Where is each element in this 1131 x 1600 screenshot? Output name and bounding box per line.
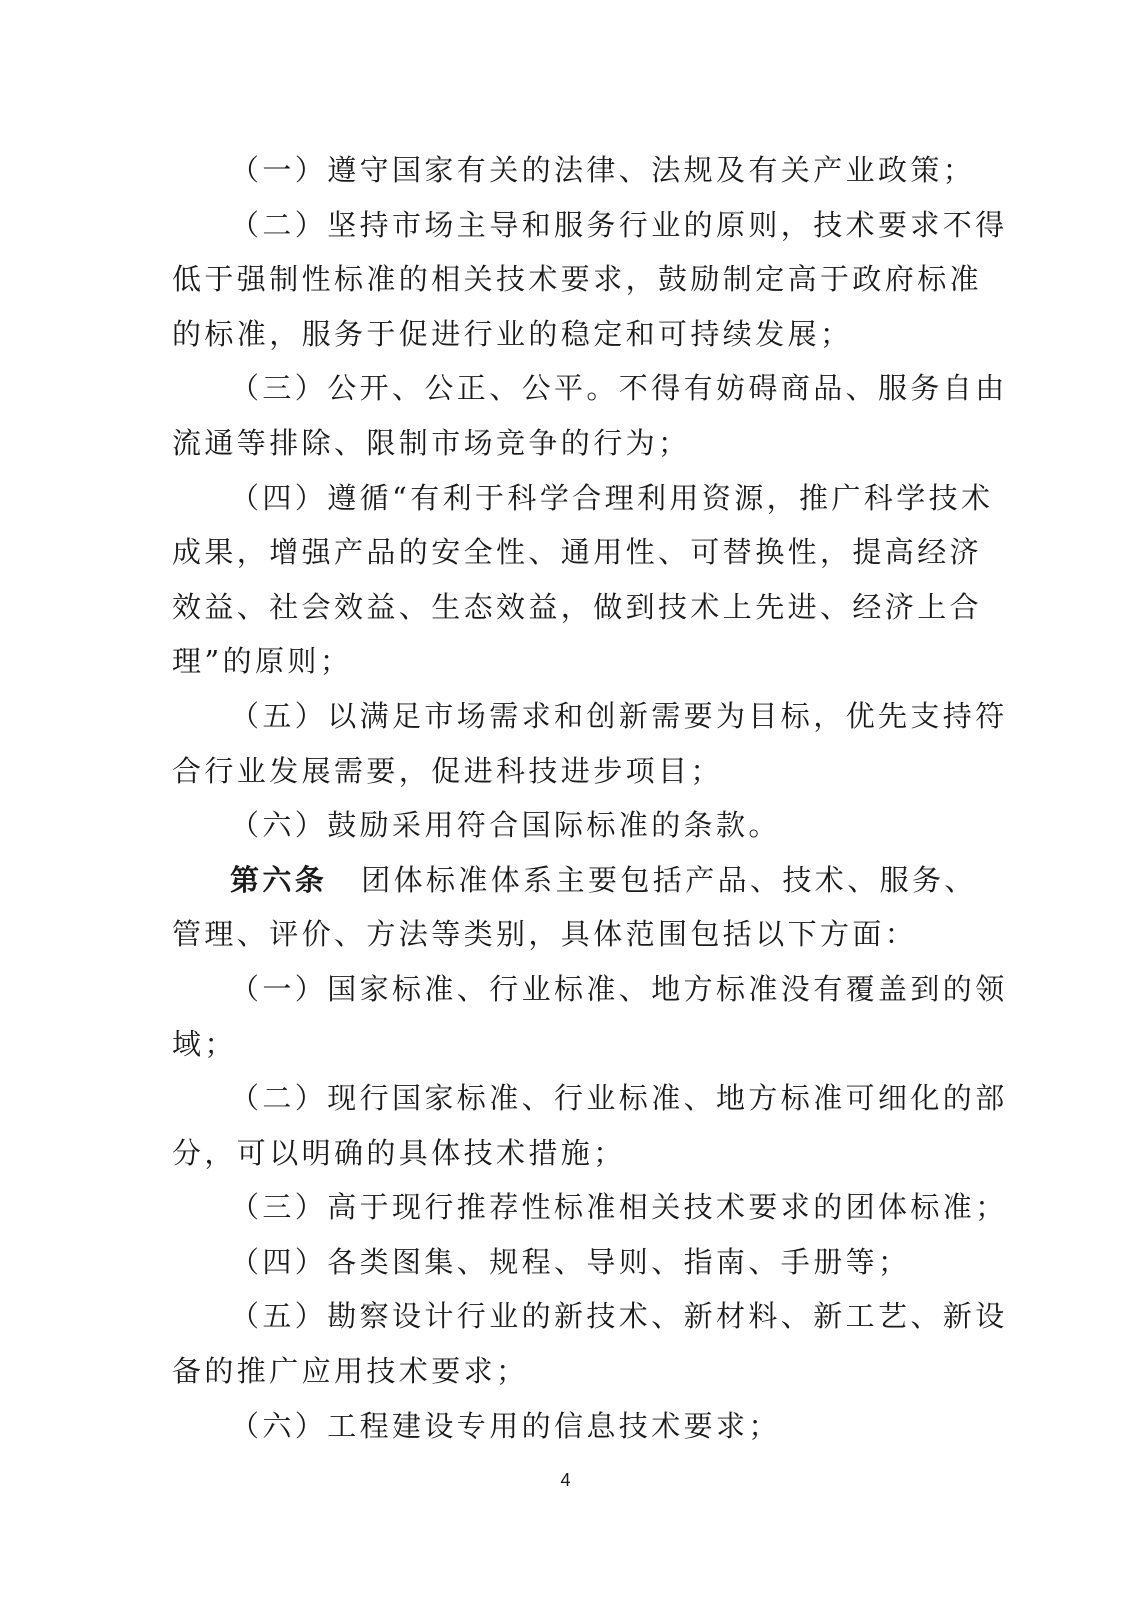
line-text: 效益、社会效益、生态效益，做到技术上先进、经济上合 xyxy=(172,589,983,624)
text-line xyxy=(172,471,994,526)
text-line xyxy=(172,1126,950,1181)
text-line xyxy=(172,798,950,853)
line-text: 理”的原则； xyxy=(172,644,353,679)
text-line xyxy=(172,1071,1008,1126)
text-line xyxy=(172,580,983,635)
line-text: 的标准，服务于促进行业的稳定和可持续发展； xyxy=(172,316,853,351)
line-text: （五）以满足市场需求和创新需要为目标，优先支持符 xyxy=(230,698,1008,733)
line-text: 域； xyxy=(172,1026,237,1061)
line-text: 合行业发展需要，促进科技进步项目； xyxy=(172,753,723,788)
text-line xyxy=(172,744,950,799)
line-text: 团体标准体系主要包括产品、技术、服务、 xyxy=(361,862,977,897)
text-line xyxy=(172,1180,1008,1235)
text-line xyxy=(172,525,983,580)
line-text: 备的推广应用技术要求； xyxy=(172,1354,529,1389)
line-text: （四）遵循“有利于科学合理利用资源，推广科学技术 xyxy=(230,480,994,515)
line-text: （二）现行国家标准、行业标准、地方标准可细化的部 xyxy=(230,1081,1008,1116)
text-line xyxy=(172,1289,1008,1344)
line-text: （四）各类图集、规程、导则、指南、手册等； xyxy=(230,1244,911,1279)
article-title: 第六条 xyxy=(230,862,328,897)
document-body xyxy=(172,143,1008,1453)
text-line xyxy=(172,689,1008,744)
line-text: （一）遵守国家有关的法律、法规及有关产业政策； xyxy=(230,153,976,187)
text-line xyxy=(172,853,977,908)
line-text: 流通等排除、限制市场竞争的行为； xyxy=(172,425,691,460)
text-line xyxy=(172,907,950,962)
text-line xyxy=(172,361,1008,416)
text-line xyxy=(172,634,950,689)
line-text: （三）公开、公正、公平。不得有妨碍商品、服务自由 xyxy=(230,371,1008,406)
line-text: （三）高于现行推荐性标准相关技术要求的团体标准； xyxy=(230,1190,1008,1225)
line-text: （二）坚持市场主导和服务行业的原则，技术要求不得 xyxy=(230,207,1008,242)
text-line xyxy=(172,1399,950,1454)
text-line xyxy=(172,198,1008,253)
line-text: （五）勘察设计行业的新技术、新材料、新工艺、新设 xyxy=(230,1299,1008,1334)
line-text: （六）鼓励采用符合国际标准的条款。 xyxy=(230,808,781,843)
line-text: （六）工程建设专用的信息技术要求； xyxy=(230,1408,781,1443)
text-line xyxy=(172,252,983,307)
text-line xyxy=(172,143,976,198)
line-text: （一）国家标准、行业标准、地方标准没有覆盖到的领 xyxy=(230,971,1008,1006)
text-line xyxy=(172,1344,950,1399)
text-line xyxy=(172,1017,950,1072)
line-text: 管理、评价、方法等类别，具体范围包括以下方面： xyxy=(172,917,918,952)
line-text: 低于强制性标准的相关技术要求，鼓励制定高于政府标准 xyxy=(172,262,983,297)
line-text: 成果，增强产品的安全性、通用性、可替换性，提高经济 xyxy=(172,535,983,570)
line-text: 分，可以明确的具体技术措施； xyxy=(172,1135,626,1170)
page-number: 4 xyxy=(560,1470,571,1490)
text-line xyxy=(172,307,950,362)
text-line xyxy=(172,962,1008,1017)
text-line xyxy=(172,1235,950,1290)
text-line xyxy=(172,416,950,471)
